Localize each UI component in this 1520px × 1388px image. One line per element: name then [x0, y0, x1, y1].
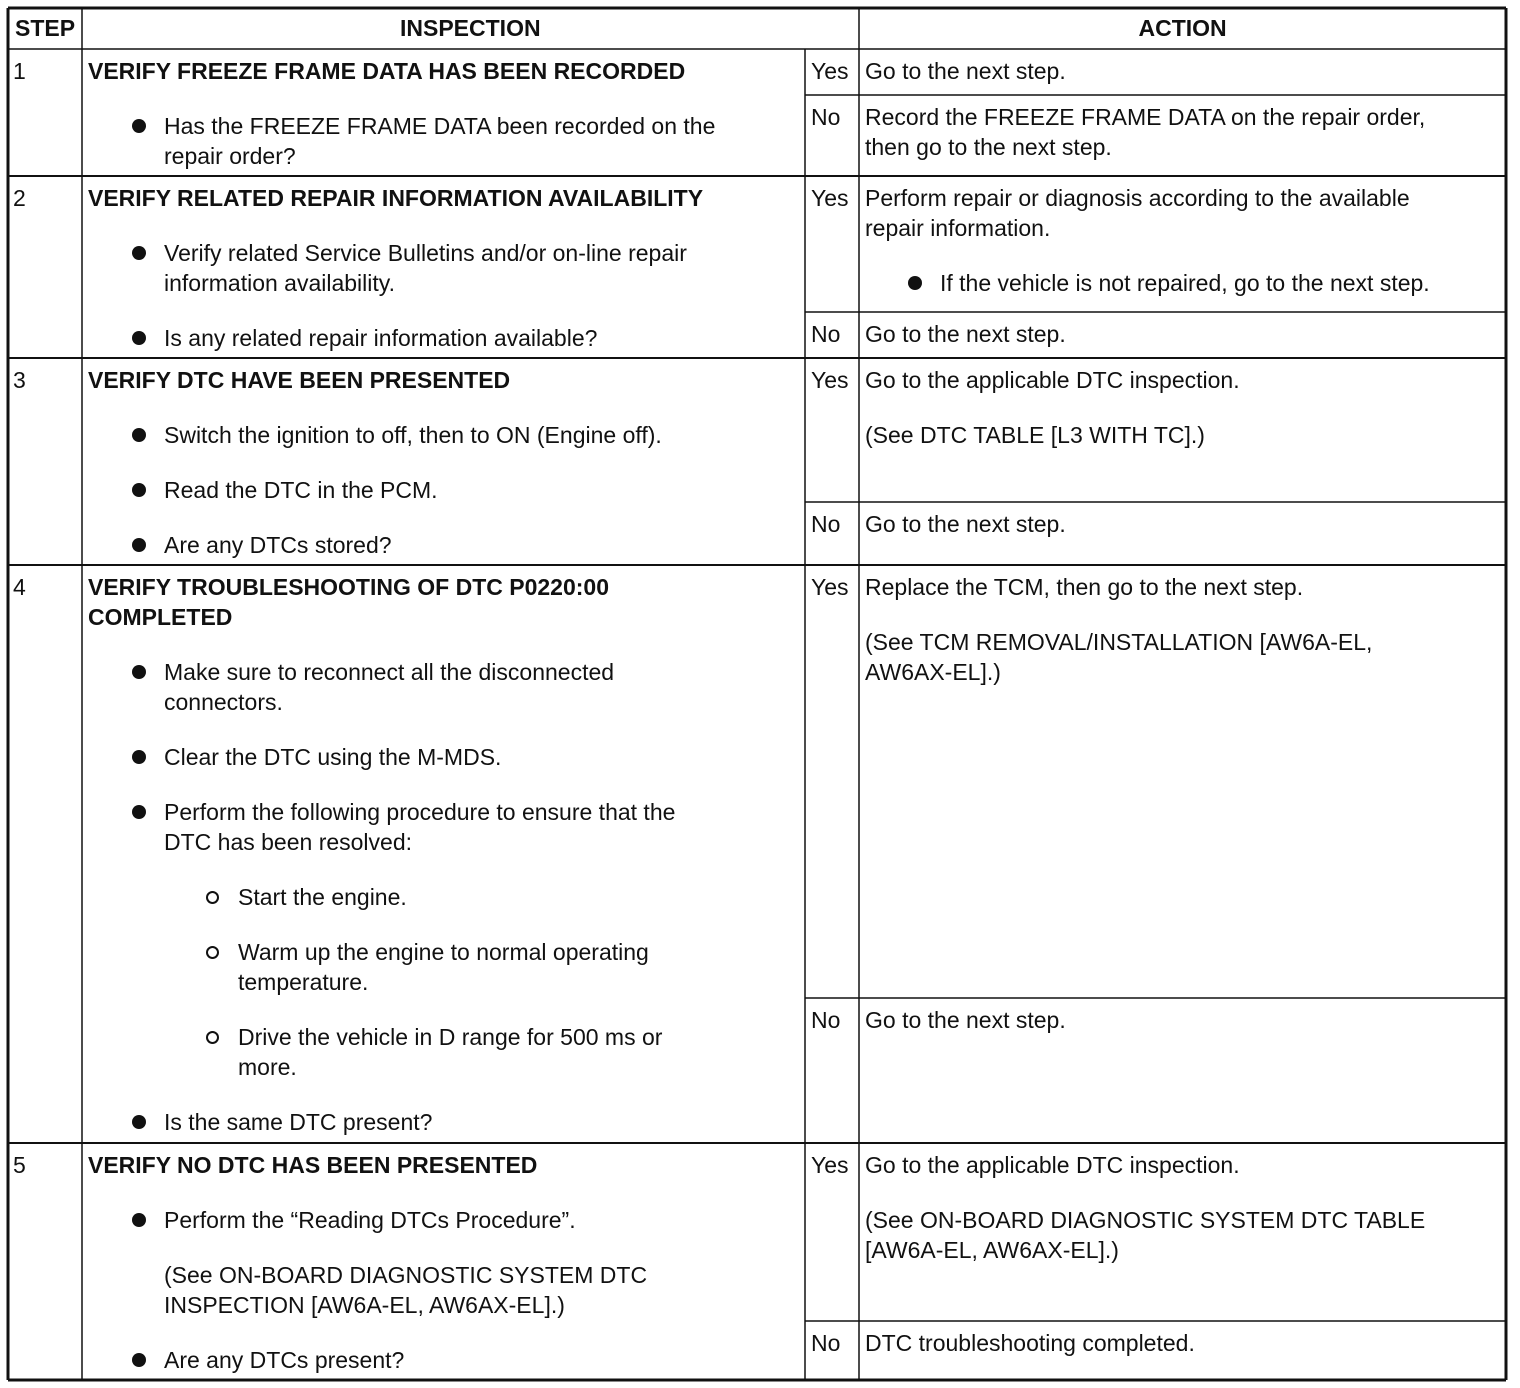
header-step: STEP: [15, 15, 76, 41]
inspection-text: Are any DTCs present?: [164, 1347, 405, 1373]
bullet-icon: [132, 1213, 146, 1227]
action-text: Perform repair or diagnosis according to the available: [865, 185, 1410, 211]
action-text: Go to the applicable DTC inspection.: [865, 1152, 1240, 1178]
action-text: Go to the next step.: [865, 321, 1066, 347]
action-text: Replace the TCM, then go to the next step.: [865, 574, 1304, 600]
action-text: If the vehicle is not repaired, go to the next step.: [940, 270, 1430, 296]
answer-yes-label: Yes: [811, 574, 849, 600]
sub-bullet-icon: [206, 946, 219, 959]
step-number: 4: [13, 574, 26, 600]
bullet-icon: [908, 276, 922, 290]
action-text: Go to the applicable DTC inspection.: [865, 367, 1240, 393]
bullet-icon: [132, 750, 146, 764]
bullet-icon: [132, 428, 146, 442]
inspection-text: repair order?: [164, 143, 296, 169]
step-title: VERIFY RELATED REPAIR INFORMATION AVAILABILITY: [88, 185, 704, 211]
inspection-text: Are any DTCs stored?: [164, 532, 392, 558]
answer-no-label: No: [811, 1330, 841, 1356]
step-number: 3: [13, 367, 26, 393]
action-text: AW6AX-EL].): [865, 659, 1001, 685]
action-text: Record the FREEZE FRAME DATA on the repair order,: [865, 104, 1426, 130]
bullet-icon: [132, 665, 146, 679]
inspection-text: Make sure to reconnect all the disconnected: [164, 659, 615, 685]
header-inspection: INSPECTION: [400, 15, 541, 41]
step-number: 5: [13, 1152, 26, 1178]
header-action: ACTION: [1138, 15, 1227, 41]
action-text: Go to the next step.: [865, 58, 1066, 84]
inspection-text: Clear the DTC using the M-MDS.: [164, 744, 502, 770]
action-text: DTC troubleshooting completed.: [865, 1330, 1195, 1356]
answer-no-label: No: [811, 321, 841, 347]
bullet-icon: [132, 1115, 146, 1129]
action-text: repair information.: [865, 215, 1051, 241]
inspection-text: Is any related repair information available?: [164, 325, 598, 351]
step-title: VERIFY TROUBLESHOOTING OF DTC P0220:00: [88, 574, 610, 600]
action-text: [AW6A-EL, AW6AX-EL].): [865, 1237, 1119, 1263]
bullet-icon: [132, 483, 146, 497]
inspection-text: Drive the vehicle in D range for 500 ms or: [238, 1024, 663, 1050]
inspection-text: Is the same DTC present?: [164, 1109, 433, 1135]
step-title: VERIFY NO DTC HAS BEEN PRESENTED: [88, 1152, 538, 1178]
action-text: (See TCM REMOVAL/INSTALLATION [AW6A-EL,: [865, 629, 1373, 655]
bullet-icon: [132, 538, 146, 552]
bullet-icon: [132, 331, 146, 345]
action-text: (See DTC TABLE [L3 WITH TC].): [865, 422, 1205, 448]
inspection-text: Switch the ignition to off, then to ON (Engine off).: [164, 422, 662, 448]
inspection-text: Warm up the engine to normal operating: [238, 939, 649, 965]
bullet-icon: [132, 246, 146, 260]
sub-bullet-icon: [206, 1031, 219, 1044]
inspection-text: more.: [238, 1054, 297, 1080]
inspection-text: DTC has been resolved:: [164, 829, 413, 855]
step-title: COMPLETED: [88, 604, 233, 630]
answer-yes-label: Yes: [811, 58, 849, 84]
sub-bullet-icon: [206, 891, 219, 904]
bullet-icon: [132, 1353, 146, 1367]
step-number: 2: [13, 185, 26, 211]
inspection-text: connectors.: [164, 689, 283, 715]
answer-no-label: No: [811, 511, 841, 537]
inspection-text: Read the DTC in the PCM.: [164, 477, 438, 503]
answer-yes-label: Yes: [811, 185, 849, 211]
inspection-text: Perform the “Reading DTCs Procedure”.: [164, 1207, 576, 1233]
answer-yes-label: Yes: [811, 367, 849, 393]
answer-yes-label: Yes: [811, 1152, 849, 1178]
action-text: Go to the next step.: [865, 511, 1066, 537]
inspection-text: Start the engine.: [238, 884, 407, 910]
action-text: then go to the next step.: [865, 134, 1112, 160]
answer-no-label: No: [811, 104, 841, 130]
inspection-text: temperature.: [238, 969, 369, 995]
action-text: (See ON-BOARD DIAGNOSTIC SYSTEM DTC TABLE: [865, 1207, 1426, 1233]
step-title: VERIFY FREEZE FRAME DATA HAS BEEN RECORDED: [88, 58, 686, 84]
bullet-icon: [132, 119, 146, 133]
bullet-icon: [132, 805, 146, 819]
inspection-text: Verify related Service Bulletins and/or on-line repair: [164, 240, 687, 266]
answer-no-label: No: [811, 1007, 841, 1033]
inspection-text: Has the FREEZE FRAME DATA been recorded on the: [164, 113, 716, 139]
inspection-text: INSPECTION [AW6A-EL, AW6AX-EL].): [164, 1292, 565, 1318]
action-text: Go to the next step.: [865, 1007, 1066, 1033]
step-title: VERIFY DTC HAVE BEEN PRESENTED: [88, 367, 511, 393]
step-number: 1: [13, 58, 26, 84]
inspection-text: information availability.: [164, 270, 395, 296]
inspection-text: (See ON-BOARD DIAGNOSTIC SYSTEM DTC: [164, 1262, 648, 1288]
inspection-text: Perform the following procedure to ensure that the: [164, 799, 676, 825]
